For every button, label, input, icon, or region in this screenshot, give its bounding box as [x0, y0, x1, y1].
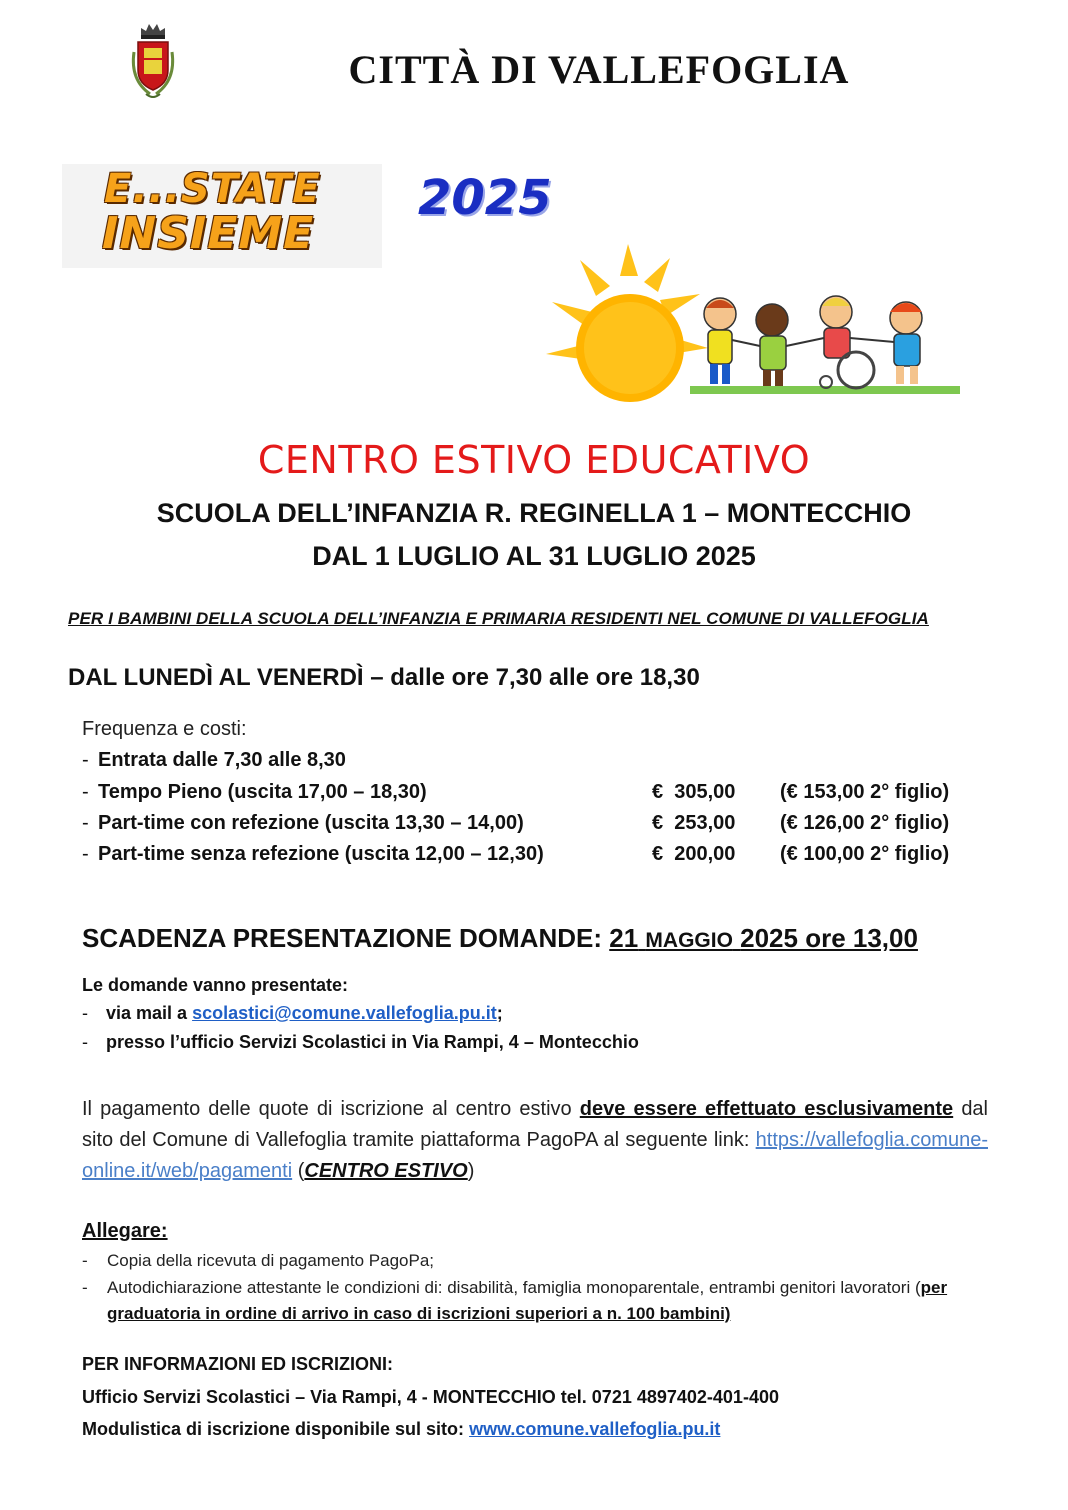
fee-label: Tempo Pieno (uscita 17,00 – 18,30): [98, 781, 427, 803]
fee-second-child: (€ 126,00 2° figlio): [780, 812, 950, 834]
attachment-item: - Copia della ricevuta di pagamento PagoPa;: [82, 1248, 988, 1274]
application-method-mail: - via mail a scolastici@comune.vallefoglia.pu.it;: [82, 1003, 503, 1023]
info-heading: PER INFORMAZIONI ED ISCRIZIONI:: [82, 1354, 394, 1374]
payment-paragraph: [82, 1094, 988, 1187]
forms-label: Modulistica di iscrizione disponibile sul sito:: [82, 1419, 465, 1439]
attachment-text: [107, 1275, 987, 1327]
payment-text-2: dal sito del Comune di Vallefoglia tramite piattaforma PagoPA al seguente link:: [82, 1098, 989, 1151]
attachment-text: Copia della ricevuta di pagamento PagoPa;: [107, 1251, 434, 1270]
applications-label: Le domande vanno presentate:: [82, 975, 349, 995]
fee-row: [82, 843, 982, 873]
fee-dash: -: [82, 781, 89, 803]
deadline-month: MAGGIO: [645, 929, 733, 952]
payment-link[interactable]: https://vallefoglia.comune-online.it/web/pagamenti: [82, 1129, 988, 1182]
fee-label: Part-time con refezione (uscita 13,30 – 14,00): [98, 812, 524, 834]
days-hours-line: DAL LUNEDÌ AL VENERDÌ – dalle ore 7,30 alle ore 18,30: [68, 664, 700, 691]
sun-kids-illustration: [540, 236, 970, 408]
payment-emphasis: deve essere effettuato esclusivamente: [579, 1098, 954, 1120]
fee-label: Part-time senza refezione (uscita 12,00 – 12,30): [98, 843, 544, 865]
deadline-rest: 2025 ore 13,00: [740, 923, 918, 953]
fee-second-child: (€ 100,00 2° figlio): [780, 843, 950, 865]
fee-second-child: (€ 153,00 2° figlio): [780, 781, 950, 803]
fee-dash: -: [82, 812, 89, 834]
fees-label: Frequenza e costi:: [82, 718, 247, 740]
forms-line: [82, 1419, 720, 1440]
target-audience-line: PER I BAMBINI DELLA SCUOLA DELL’INFANZIA E PRIMARIA RESIDENTI NEL COMUNE DI VALLEFOGLIA: [68, 609, 929, 628]
payment-paren-open: (: [297, 1160, 305, 1182]
fee-price: € 200,00: [652, 843, 736, 865]
children-illustration: [690, 296, 960, 394]
logo-line-1: E...STATE: [104, 166, 321, 212]
payment-text-1: Il pagamento delle quote di iscrizione al centro estivo: [82, 1098, 572, 1120]
deadline-line: [82, 923, 918, 954]
attachments-title: Allegare:: [82, 1220, 168, 1242]
deadline-date: [609, 923, 918, 953]
fee-row: [82, 812, 982, 842]
fee-dash: -: [82, 843, 89, 865]
fee-label: Entrata dalle 7,30 alle 8,30: [98, 749, 346, 771]
main-title: CENTRO ESTIVO EDUCATIVO: [257, 438, 811, 482]
mail-prefix: via mail a: [106, 1003, 188, 1023]
logo-line-2: INSIEME: [102, 208, 315, 259]
logo-year: 2025: [418, 170, 552, 226]
fee-row: [82, 749, 982, 779]
attachment-item: - Autodichiarazione attestante le condizioni di: disabilità, famiglia monoparentale, entrambi genitori lavoratori (per graduatoria in ordine di arrivo in caso di iscrizioni superiori a n. 100 bambini): [82, 1275, 988, 1327]
estate-insieme-logo: [62, 164, 382, 268]
fee-row: [82, 781, 982, 811]
deadline-label: SCADENZA PRESENTAZIONE DOMANDE:: [82, 923, 603, 953]
office-contact-line: Ufficio Servizi Scolastici – Via Rampi, 4 - MONTECCHIO tel. 0721 4897402-401-400: [82, 1387, 779, 1407]
payment-paren-close: ): [467, 1160, 475, 1182]
application-method-office: - presso l’ufficio Servizi Scolastici in Via Rampi, 4 – Montecchio: [82, 1032, 639, 1052]
attachment-2-bold: per graduatoria in ordine di arrivo in caso di iscrizioni superiori a n. 100 bambini): [107, 1278, 948, 1323]
mail-suffix: ;: [496, 1003, 503, 1023]
city-title: CITTÀ DI VALLEFOGLIA: [348, 47, 850, 92]
payment-centro-estivo: CENTRO ESTIVO: [304, 1160, 468, 1182]
fee-price: € 305,00: [652, 781, 736, 803]
attachment-2-text: Autodichiarazione attestante le condizioni di: disabilità, famiglia monoparentale, entrambi genitori lavoratori (: [107, 1278, 921, 1297]
email-link[interactable]: scolastici@comune.vallefoglia.pu.it: [192, 1003, 497, 1023]
sun-icon: [546, 244, 708, 402]
office-text: presso l’ufficio Servizi Scolastici in Via Rampi, 4 – Montecchio: [106, 1032, 639, 1052]
fee-price: € 253,00: [652, 812, 736, 834]
website-link[interactable]: www.comune.vallefoglia.pu.it: [469, 1419, 721, 1439]
fee-dash: -: [82, 749, 89, 771]
school-subtitle: SCUOLA DELL’INFANZIA R. REGINELLA 1 – MONTECCHIO: [156, 498, 912, 528]
dates-subtitle: DAL 1 LUGLIO AL 31 LUGLIO 2025: [312, 541, 756, 571]
deadline-day: 21: [609, 923, 639, 953]
